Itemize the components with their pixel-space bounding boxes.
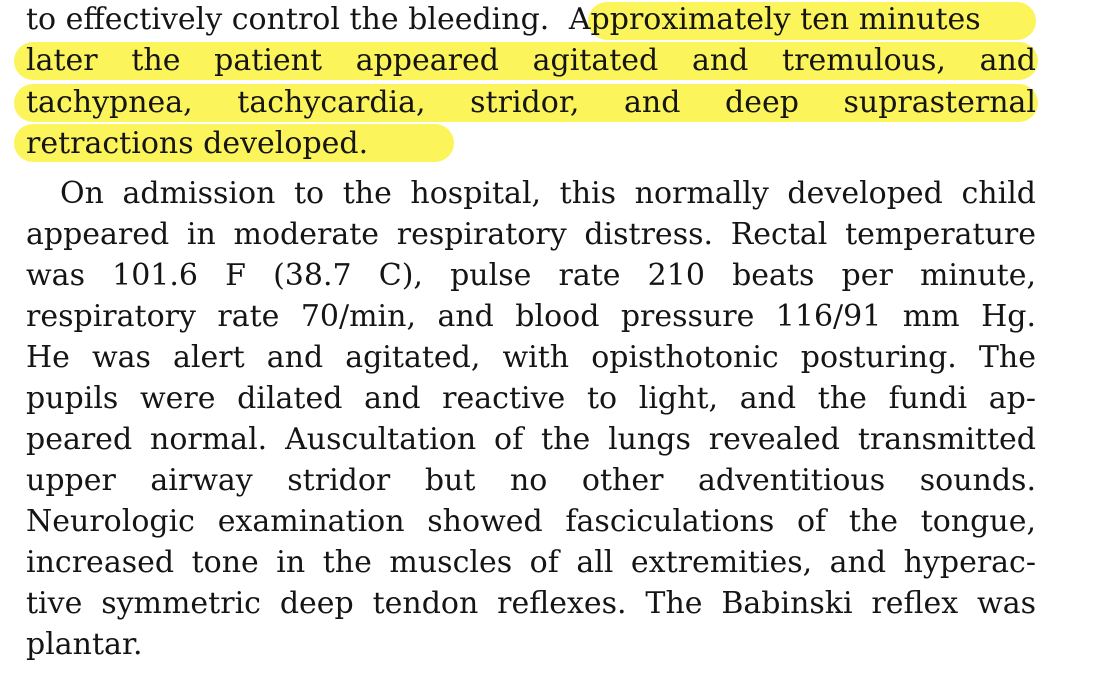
paragraph2-line9: Neurologic examination showed fasciculations of the tongue, (26, 504, 1036, 539)
paragraph2-line8: upper airway stridor but no other adventitious sounds. (26, 463, 1036, 498)
paragraph2-line2: appeared in moderate respiratory distress. Rectal temperature (26, 217, 1036, 252)
paragraph2-line11: tive symmetric deep tendon reflexes. The Babinski reflex was (26, 586, 1036, 621)
paragraph2-line7: peared normal. Auscultation of the lungs revealed transmitted (26, 422, 1036, 457)
paragraph1-line2: later the patient appeared agitated and tremulous, and (26, 43, 1036, 78)
paragraph2-line12: plantar. (26, 627, 143, 662)
paragraph2-line4: respiratory rate 70/min, and blood pressure 116/91 mm Hg. (26, 299, 1036, 334)
paragraph1-line3: tachypnea, tachycardia, stridor, and deep suprasternal (26, 85, 1036, 120)
paragraph2-line6: pupils were dilated and reactive to light, and the fundi ap- (26, 381, 1036, 416)
paragraph2-line3: was 101.6 F (38.7 C), pulse rate 210 beats per minute, (26, 258, 1036, 293)
paragraph2-line1: On admission to the hospital, this normally developed child (60, 176, 1036, 211)
paragraph2-line5: He was alert and agitated, with opisthotonic posturing. The (26, 340, 1036, 375)
paragraph1-line1 (26, 0, 1036, 40)
paragraph1-line1-plain: to effectively control the bleeding. (26, 2, 550, 37)
paragraph2-line10: increased tone in the muscles of all extremities, and hyperac- (26, 545, 1036, 580)
paragraph1-line1-highlighted: Approximately ten minutes (568, 2, 981, 37)
paragraph1-line4: retractions developed. (26, 126, 369, 161)
